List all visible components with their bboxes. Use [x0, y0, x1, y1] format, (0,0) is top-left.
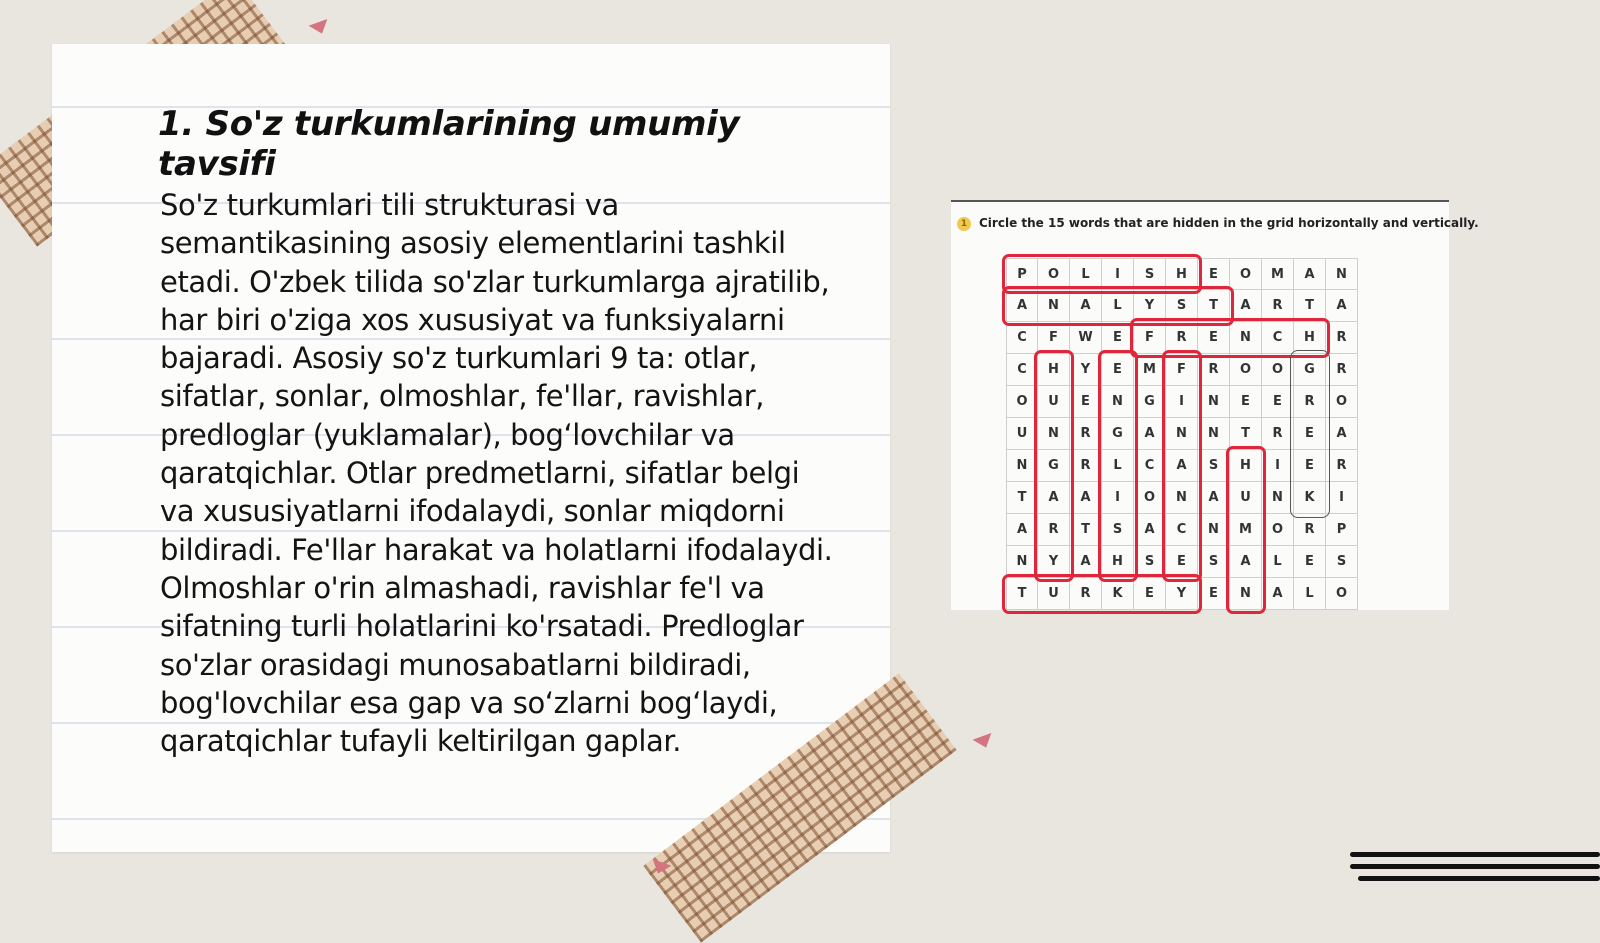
grid-cell: P	[1006, 258, 1038, 290]
word-circle-highlight	[1034, 350, 1074, 582]
grid-cell: R	[1070, 418, 1102, 450]
grid-cell: K	[1102, 578, 1134, 610]
grid-cell: T	[1070, 514, 1102, 546]
grid-cell: O	[1230, 354, 1262, 386]
grid-cell: U	[1006, 418, 1038, 450]
grid-cell: T	[1006, 578, 1038, 610]
grid-cell: T	[1294, 290, 1326, 322]
grid-cell: F	[1166, 354, 1198, 386]
grid-cell: E	[1294, 546, 1326, 578]
stripe	[1350, 852, 1600, 857]
grid-cell: N	[1262, 482, 1294, 514]
grid-cell: O	[1038, 258, 1070, 290]
grid-cell: S	[1134, 546, 1166, 578]
grid-cell: C	[1134, 450, 1166, 482]
grid-cell: E	[1134, 578, 1166, 610]
grid-cell: W	[1070, 322, 1102, 354]
grid-cell: O	[1134, 482, 1166, 514]
grid-cell: N	[1166, 418, 1198, 450]
grid-cell: C	[1006, 322, 1038, 354]
slide-body-text: So'z turkumlari tili strukturasi va semantikasining asosiy elementlarini tashkil etadi. O'zbek tilida so'zlar turkumlarga ajratilib, har biri o'ziga xos xususiyat va funksiyalarni bajaradi. Asosiy so'z turkumlari 9 ta: otlar, sifatlar, sonlar, olmoshlar, fe'llar, ravishlar, predloglar (yuklamalar), bog‘lovchilar va qaratqichlar. Otlar predmetlarni, sifatlar belgi va xususiyatlarni ifodalaydi, sonlar miqdorni bildiradi. Fe'llar harakat va holatlarni ifodalaydi. Olmoshlar o'rin almashadi, ravishlar fe'l va sifatning turli holatlarini ko'rsatadi. Predloglar so'zlar orasidagi munosabatlarni bildiradi, bog'lovchilar esa gap va so‘zlarni bog‘laydi, qaratqichlar tufayli keltirilgan gaplar.	[160, 188, 833, 759]
grid-cell: S	[1166, 290, 1198, 322]
grid-cell: L	[1262, 546, 1294, 578]
grid-cell: A	[1070, 290, 1102, 322]
instruction-text: Circle the 15 words that are hidden in the grid horizontally and vertically.	[979, 216, 1479, 230]
grid-cell: E	[1198, 578, 1230, 610]
grid-cell: R	[1326, 354, 1358, 386]
grid-cell: H	[1102, 546, 1134, 578]
grid-cell: O	[1326, 578, 1358, 610]
grid-cell: K	[1294, 482, 1326, 514]
grid-cell: N	[1230, 322, 1262, 354]
grid-cell: I	[1326, 482, 1358, 514]
grid-cell: A	[1134, 514, 1166, 546]
grid-cell: E	[1294, 450, 1326, 482]
grid-cell: E	[1294, 418, 1326, 450]
grid-cell: N	[1326, 258, 1358, 290]
grid-cell: N	[1230, 578, 1262, 610]
grid-cell: F	[1038, 322, 1070, 354]
grid-cell: C	[1262, 322, 1294, 354]
tape-pin-icon	[973, 733, 996, 751]
grid-cell: O	[1326, 386, 1358, 418]
grid-cell: S	[1134, 258, 1166, 290]
decorative-stripes	[1350, 850, 1600, 890]
grid-cell: A	[1326, 418, 1358, 450]
grid-cell: N	[1038, 290, 1070, 322]
grid-cell: M	[1262, 258, 1294, 290]
grid-cell: M	[1230, 514, 1262, 546]
grid-cell: A	[1262, 578, 1294, 610]
stripe	[1358, 876, 1600, 881]
grid-cell: N	[1102, 386, 1134, 418]
grid-cell: N	[1038, 418, 1070, 450]
grid-cell: E	[1102, 322, 1134, 354]
grid-cell: T	[1198, 290, 1230, 322]
word-circle-highlight	[1290, 350, 1330, 518]
stripe	[1350, 864, 1600, 869]
grid-cell: E	[1230, 386, 1262, 418]
grid-cell: T	[1230, 418, 1262, 450]
grid-cell: U	[1038, 578, 1070, 610]
grid-cell: C	[1006, 354, 1038, 386]
grid-cell: G	[1038, 450, 1070, 482]
grid-cell: R	[1198, 354, 1230, 386]
grid-cell: I	[1262, 450, 1294, 482]
grid-cell: A	[1230, 290, 1262, 322]
grid-cell: G	[1134, 386, 1166, 418]
grid-cell: S	[1102, 514, 1134, 546]
grid-cell: R	[1262, 290, 1294, 322]
grid-cell: N	[1198, 514, 1230, 546]
grid-cell: R	[1326, 450, 1358, 482]
grid-cell: N	[1198, 386, 1230, 418]
grid-cell: A	[1006, 290, 1038, 322]
grid-cell: H	[1038, 354, 1070, 386]
word-circle-highlight	[1162, 350, 1202, 582]
grid-cell: Y	[1070, 354, 1102, 386]
grid-cell: A	[1198, 482, 1230, 514]
grid-cell: O	[1262, 514, 1294, 546]
tape-pin-icon	[309, 19, 332, 37]
word-circle-highlight	[1226, 446, 1266, 614]
slide-title: 1. So'z turkumlarining umumiy tavsifi	[158, 104, 740, 184]
instruction-number-badge: 1	[957, 217, 971, 231]
grid-cell: I	[1166, 386, 1198, 418]
grid-cell: H	[1230, 450, 1262, 482]
grid-cell: N	[1006, 546, 1038, 578]
grid-cell: E	[1070, 386, 1102, 418]
word-circle-highlight	[1098, 350, 1138, 582]
grid-cell: Y	[1038, 546, 1070, 578]
grid-cell: Y	[1166, 578, 1198, 610]
grid-cell: E	[1198, 322, 1230, 354]
word-search-image	[951, 200, 1479, 610]
grid-cell: L	[1294, 578, 1326, 610]
grid-cell: A	[1134, 418, 1166, 450]
grid-cell: R	[1262, 418, 1294, 450]
grid-cell: H	[1294, 322, 1326, 354]
grid-cell: U	[1038, 386, 1070, 418]
grid-cell: U	[1230, 482, 1262, 514]
grid-cell: A	[1006, 514, 1038, 546]
grid-cell: G	[1102, 418, 1134, 450]
grid-cell: H	[1166, 258, 1198, 290]
grid-cell: E	[1198, 258, 1230, 290]
grid-cell: Y	[1134, 290, 1166, 322]
grid-cell: L	[1102, 450, 1134, 482]
grid-cell: E	[1166, 546, 1198, 578]
grid-cell: A	[1230, 546, 1262, 578]
grid-cell: M	[1134, 354, 1166, 386]
grid-cell: A	[1294, 258, 1326, 290]
grid-cell: E	[1262, 386, 1294, 418]
grid-cell: T	[1006, 482, 1038, 514]
grid-cell: C	[1166, 514, 1198, 546]
grid-cell: A	[1038, 482, 1070, 514]
grid-cell: R	[1326, 322, 1358, 354]
grid-cell: A	[1326, 290, 1358, 322]
grid-cell: F	[1134, 322, 1166, 354]
grid-cell: O	[1006, 386, 1038, 418]
grid-cell: R	[1294, 514, 1326, 546]
grid-cell: I	[1102, 258, 1134, 290]
grid-cell: R	[1294, 386, 1326, 418]
grid-cell: R	[1166, 322, 1198, 354]
grid-cell: N	[1166, 482, 1198, 514]
puzzle-instruction	[951, 216, 1479, 236]
word-circle-highlight	[1002, 574, 1202, 614]
grid-cell: O	[1262, 354, 1294, 386]
grid-cell: S	[1198, 546, 1230, 578]
grid-cell: A	[1166, 450, 1198, 482]
grid-cell: G	[1294, 354, 1326, 386]
grid-cell: N	[1006, 450, 1038, 482]
grid-cell: O	[1230, 258, 1262, 290]
grid-cell: S	[1326, 546, 1358, 578]
grid-cell: E	[1102, 354, 1134, 386]
grid-cell: A	[1070, 546, 1102, 578]
grid-cell: N	[1198, 418, 1230, 450]
grid-cell: P	[1326, 514, 1358, 546]
grid-cell: S	[1198, 450, 1230, 482]
grid-cell: R	[1070, 578, 1102, 610]
grid-cell: I	[1102, 482, 1134, 514]
grid-cell: R	[1038, 514, 1070, 546]
grid-cell: L	[1102, 290, 1134, 322]
grid-cell: R	[1070, 450, 1102, 482]
grid-cell: L	[1070, 258, 1102, 290]
grid-cell: A	[1070, 482, 1102, 514]
